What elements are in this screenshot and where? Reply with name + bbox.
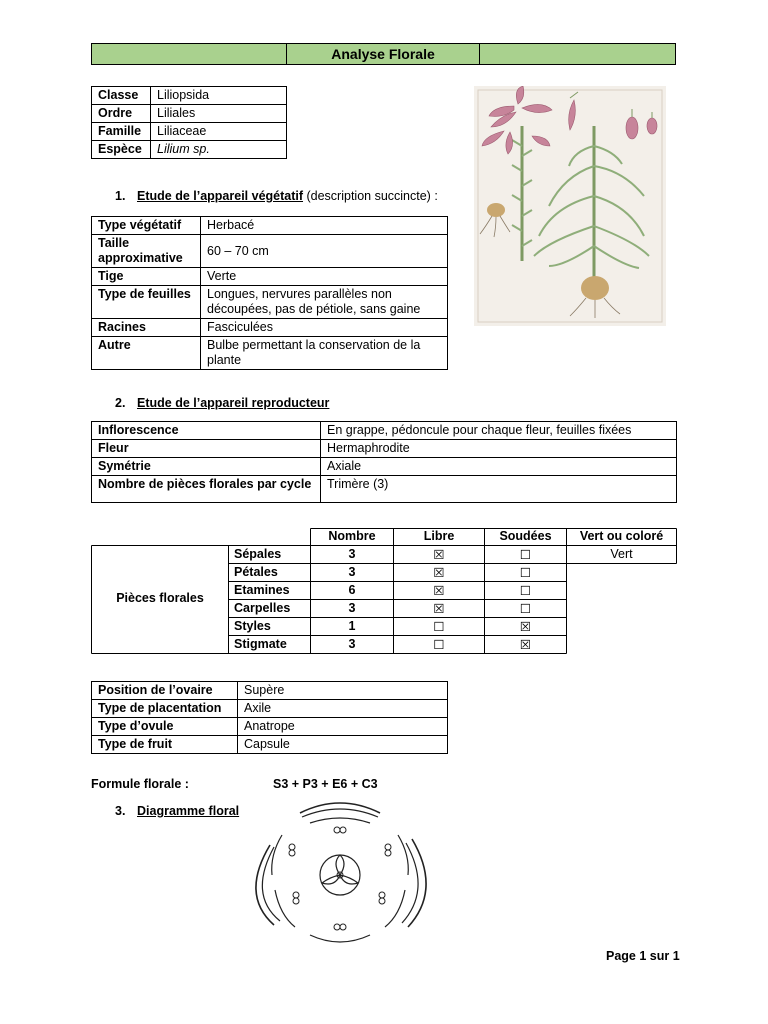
table-row xyxy=(92,286,448,319)
title-bar-left xyxy=(92,44,287,65)
soudees-checkbox: ☐ xyxy=(519,601,532,616)
floral-diagram xyxy=(240,795,440,965)
taxonomy-label: Famille xyxy=(92,123,151,141)
piece-name: Etamines xyxy=(234,583,290,597)
title-bar-right xyxy=(480,44,676,65)
piece-count: 3 xyxy=(348,547,356,561)
page-footer: Page 1 sur 1 xyxy=(606,949,680,963)
table-row xyxy=(92,217,448,235)
piece-name: Stigmate xyxy=(234,637,287,651)
libre-checkbox: ☒ xyxy=(433,601,445,616)
soudees-checkbox: ☒ xyxy=(519,637,532,652)
piece-name: Pétales xyxy=(234,565,278,579)
soudees-checkbox: ☐ xyxy=(519,565,532,580)
taxonomy-value: Liliopsida xyxy=(151,87,287,105)
title-bar xyxy=(91,43,676,65)
piece-count: 3 xyxy=(348,637,356,651)
piece-color: Vert xyxy=(610,547,633,561)
taxonomy-value: Liliaceae xyxy=(151,123,287,141)
reproductive-label: Symétrie xyxy=(92,458,321,476)
reproductive-value: Trimère (3) xyxy=(321,476,677,503)
soudees-checkbox: ☐ xyxy=(519,583,532,598)
taxonomy-table xyxy=(91,86,287,159)
piece-name: Styles xyxy=(234,619,271,633)
section-1-heading xyxy=(115,189,438,203)
table-row xyxy=(92,422,677,440)
table-row xyxy=(92,337,448,370)
soudees-checkbox: ☐ xyxy=(519,547,532,562)
table-row xyxy=(92,235,448,268)
taxonomy-value: Lilium sp. xyxy=(151,141,287,159)
libre-checkbox: ☒ xyxy=(433,565,445,580)
reproductive-label: Fleur xyxy=(92,440,321,458)
reproductive-value: En grappe, pédoncule pour chaque fleur, feuilles fixées xyxy=(321,422,677,440)
libre-checkbox: ☐ xyxy=(433,619,445,634)
table-row xyxy=(92,123,287,141)
reproductive-value: Hermaphrodite xyxy=(321,440,677,458)
vegetative-label: Type végétatif xyxy=(92,217,201,235)
libre-checkbox: ☐ xyxy=(433,637,445,652)
section-number: 2. xyxy=(115,396,126,410)
ovary-value: Axile xyxy=(238,700,448,718)
page-title: Analyse Florale xyxy=(286,44,480,65)
section-suffix: (description succincte) : xyxy=(303,189,438,203)
vegetative-table xyxy=(91,216,448,370)
ovary-value: Capsule xyxy=(238,736,448,754)
section-title: Diagramme floral xyxy=(137,804,240,818)
section-title: Etude de l’appareil reproducteur xyxy=(137,396,330,410)
piece-name: Carpelles xyxy=(234,601,291,615)
piece-name: Sépales xyxy=(234,547,282,561)
ovary-label: Type de placentation xyxy=(92,700,238,718)
table-row xyxy=(92,458,677,476)
section-2-heading xyxy=(115,396,329,410)
reproductive-table xyxy=(91,421,677,503)
taxonomy-label: Espèce xyxy=(92,141,151,159)
vegetative-value: Verte xyxy=(201,268,448,286)
piece-count: 1 xyxy=(348,619,356,633)
piece-count: 3 xyxy=(348,601,356,615)
pieces-header: Soudées xyxy=(499,529,552,543)
taxonomy-label: Ordre xyxy=(92,105,151,123)
ovary-label: Type d’ovule xyxy=(92,718,238,736)
vegetative-label: Racines xyxy=(92,319,201,337)
pieces-header: Libre xyxy=(423,529,455,543)
lily-illustration xyxy=(474,86,666,326)
ovary-label: Type de fruit xyxy=(92,736,238,754)
vegetative-value: 60 – 70 cm xyxy=(201,235,448,268)
vegetative-label: Type de feuilles xyxy=(92,286,201,319)
vegetative-label: Taille approximative xyxy=(92,235,201,268)
soudees-checkbox: ☒ xyxy=(519,619,532,634)
vegetative-value: Bulbe permettant la conservation de la plante xyxy=(201,337,448,370)
reproductive-value: Axiale xyxy=(321,458,677,476)
pieces-table xyxy=(91,528,677,656)
vegetative-value: Longues, nervures parallèles non découpées, pas de pétiole, sans gaine xyxy=(201,286,448,319)
section-title: Etude de l’appareil végétatif xyxy=(137,189,304,203)
table-row xyxy=(92,700,448,718)
libre-checkbox: ☒ xyxy=(433,547,445,562)
piece-count: 6 xyxy=(348,583,356,597)
ovary-value: Supère xyxy=(238,682,448,700)
table-row xyxy=(92,682,448,700)
table-row xyxy=(92,87,287,105)
piece-count: 3 xyxy=(348,565,356,579)
reproductive-label: Inflorescence xyxy=(92,422,321,440)
pieces-header: Nombre xyxy=(328,529,376,543)
vegetative-label: Autre xyxy=(92,337,201,370)
section-3-heading xyxy=(115,804,239,818)
section-number: 3. xyxy=(115,804,126,818)
ovary-label: Position de l’ovaire xyxy=(92,682,238,700)
libre-checkbox: ☒ xyxy=(433,583,445,598)
table-row xyxy=(92,319,448,337)
taxonomy-value: Liliales xyxy=(151,105,287,123)
table-row xyxy=(92,268,448,286)
vegetative-label: Tige xyxy=(92,268,201,286)
table-row xyxy=(92,105,287,123)
vegetative-value: Herbacé xyxy=(201,217,448,235)
pieces-group-label: Pièces florales xyxy=(116,591,204,605)
vegetative-value: Fasciculées xyxy=(201,319,448,337)
section-number: 1. xyxy=(115,189,126,203)
table-row xyxy=(92,718,448,736)
table-row xyxy=(92,736,448,754)
table-row xyxy=(92,440,677,458)
taxonomy-label: Classe xyxy=(92,87,151,105)
formula-label: Formule florale : xyxy=(91,777,189,791)
formula-value: S3 + P3 + E6 + C3 xyxy=(273,777,378,791)
ovary-table xyxy=(91,681,448,754)
pieces-header: Vert ou coloré xyxy=(579,529,664,543)
table-row xyxy=(92,476,677,503)
ovary-value: Anatrope xyxy=(238,718,448,736)
table-row xyxy=(92,141,287,159)
reproductive-label: Nombre de pièces florales par cycle xyxy=(92,476,321,503)
